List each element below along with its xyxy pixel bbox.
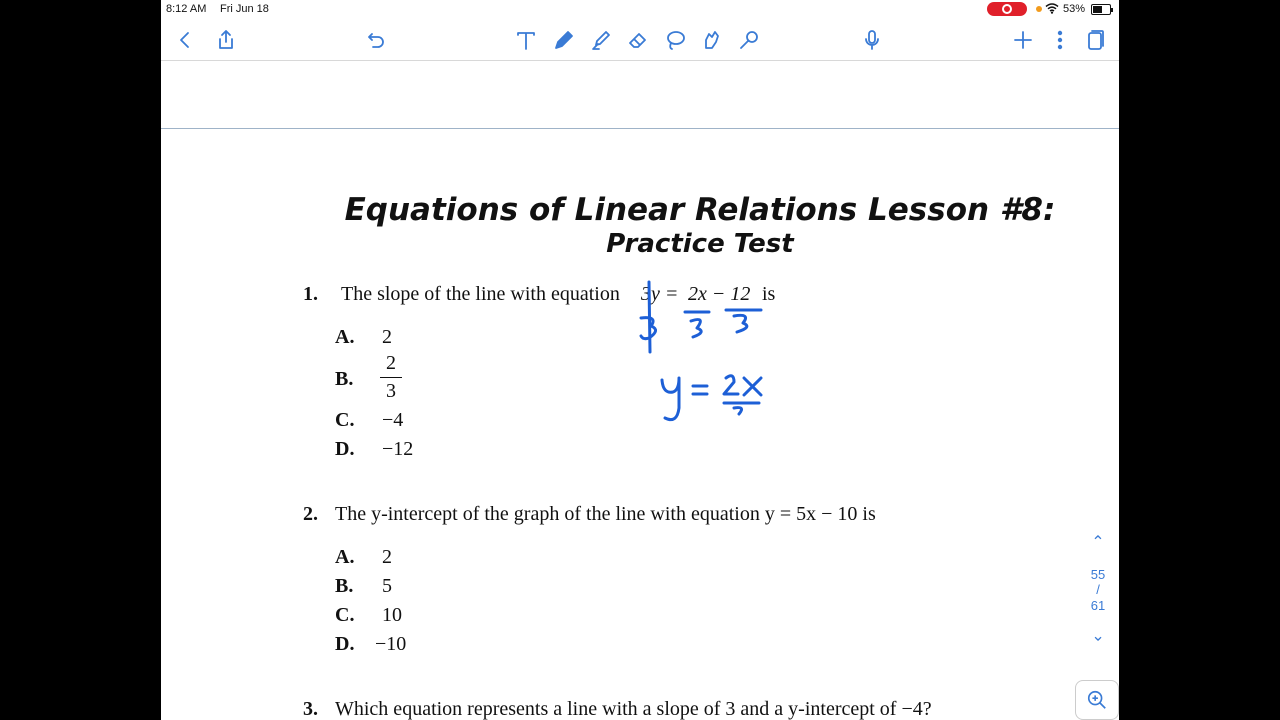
- fraction-numerator: 2: [386, 352, 396, 374]
- option-b[interactable]: [335, 575, 353, 598]
- option-letter: D.: [335, 633, 355, 655]
- question-1: [303, 283, 318, 306]
- status-bar: [161, 0, 1119, 18]
- battery-percentage: 53%: [1063, 3, 1086, 15]
- worksheet-subtitle: Practice Test: [606, 229, 794, 259]
- wifi-icon: [1045, 2, 1059, 17]
- zoom-in-icon: [1086, 689, 1108, 711]
- shapes-tool-icon[interactable]: [698, 26, 726, 54]
- lasso-tool-icon[interactable]: [661, 26, 689, 54]
- notes-app-screen: [161, 0, 1119, 720]
- highlighter-tool-icon[interactable]: [587, 26, 615, 54]
- status-time: 8:12 AM: [166, 3, 207, 15]
- add-page-icon[interactable]: [1009, 26, 1037, 54]
- option-d[interactable]: [335, 438, 354, 461]
- question-1-text-end: is: [762, 283, 776, 305]
- screen-recording-icon[interactable]: [987, 2, 1027, 16]
- page-separator: [161, 128, 1119, 129]
- option-letter: C.: [335, 409, 355, 431]
- mic-in-use-indicator: [1036, 6, 1042, 12]
- question-3: [303, 698, 318, 720]
- eraser-tool-icon[interactable]: [624, 26, 652, 54]
- page-down-icon[interactable]: ⌃: [1091, 625, 1105, 642]
- pages-icon[interactable]: [1081, 26, 1109, 54]
- option-letter: B.: [335, 575, 354, 597]
- magic-wand-icon[interactable]: [735, 26, 763, 54]
- page-separator-slash: /: [1096, 582, 1100, 597]
- option-value: 2: [382, 546, 392, 568]
- worksheet-title: Equations of Linear Relations Lesson #8:: [344, 192, 1056, 228]
- current-page: 55: [1090, 567, 1106, 582]
- page-up-icon[interactable]: ⌃: [1091, 534, 1105, 551]
- battery-icon: [1091, 4, 1111, 15]
- option-a[interactable]: [335, 546, 354, 569]
- question-1-equation-rhs: 2x − 12: [688, 283, 751, 305]
- handwritten-annotation: [161, 0, 1119, 720]
- option-fraction: [380, 352, 402, 403]
- question-number: 1.: [303, 283, 318, 305]
- option-value: −12: [382, 438, 414, 460]
- option-letter: B.: [335, 368, 354, 390]
- undo-icon[interactable]: [362, 26, 390, 54]
- pen-tool-icon[interactable]: [550, 26, 578, 54]
- option-value: 5: [382, 575, 392, 597]
- option-c[interactable]: [335, 604, 354, 627]
- question-2-text: The y-intercept of the graph of the line with equation y = 5x − 10 is: [335, 503, 876, 525]
- total-pages: 61: [1090, 598, 1106, 613]
- option-value: 10: [382, 604, 402, 626]
- microphone-icon[interactable]: [858, 26, 886, 54]
- option-c[interactable]: [335, 409, 354, 432]
- option-letter: A.: [335, 546, 355, 568]
- option-value: −10: [375, 633, 407, 655]
- question-2: [303, 503, 318, 526]
- toolbar: [161, 18, 1119, 61]
- zoom-button[interactable]: [1075, 680, 1119, 720]
- fraction-denominator: 3: [386, 380, 396, 402]
- more-options-icon[interactable]: [1046, 26, 1074, 54]
- text-tool-icon[interactable]: [512, 26, 540, 54]
- question-3-text: Which equation represents a line with a slope of 3 and a y-intercept of −4?: [335, 698, 932, 720]
- question-number: 2.: [303, 503, 318, 525]
- option-b[interactable]: [335, 368, 353, 391]
- option-letter: A.: [335, 326, 355, 348]
- option-letter: C.: [335, 604, 355, 626]
- option-letter: D.: [335, 438, 355, 460]
- back-chevron-icon[interactable]: [171, 26, 199, 54]
- share-icon[interactable]: [212, 26, 240, 54]
- question-1-equation-lhs: 3y =: [641, 283, 679, 305]
- status-date: Fri Jun 18: [220, 3, 269, 15]
- option-value: −4: [382, 409, 404, 431]
- option-d[interactable]: [335, 633, 354, 656]
- question-1-text: The slope of the line with equation: [341, 283, 620, 305]
- question-number: 3.: [303, 698, 318, 720]
- option-a[interactable]: [335, 326, 354, 349]
- option-value: 2: [382, 326, 392, 348]
